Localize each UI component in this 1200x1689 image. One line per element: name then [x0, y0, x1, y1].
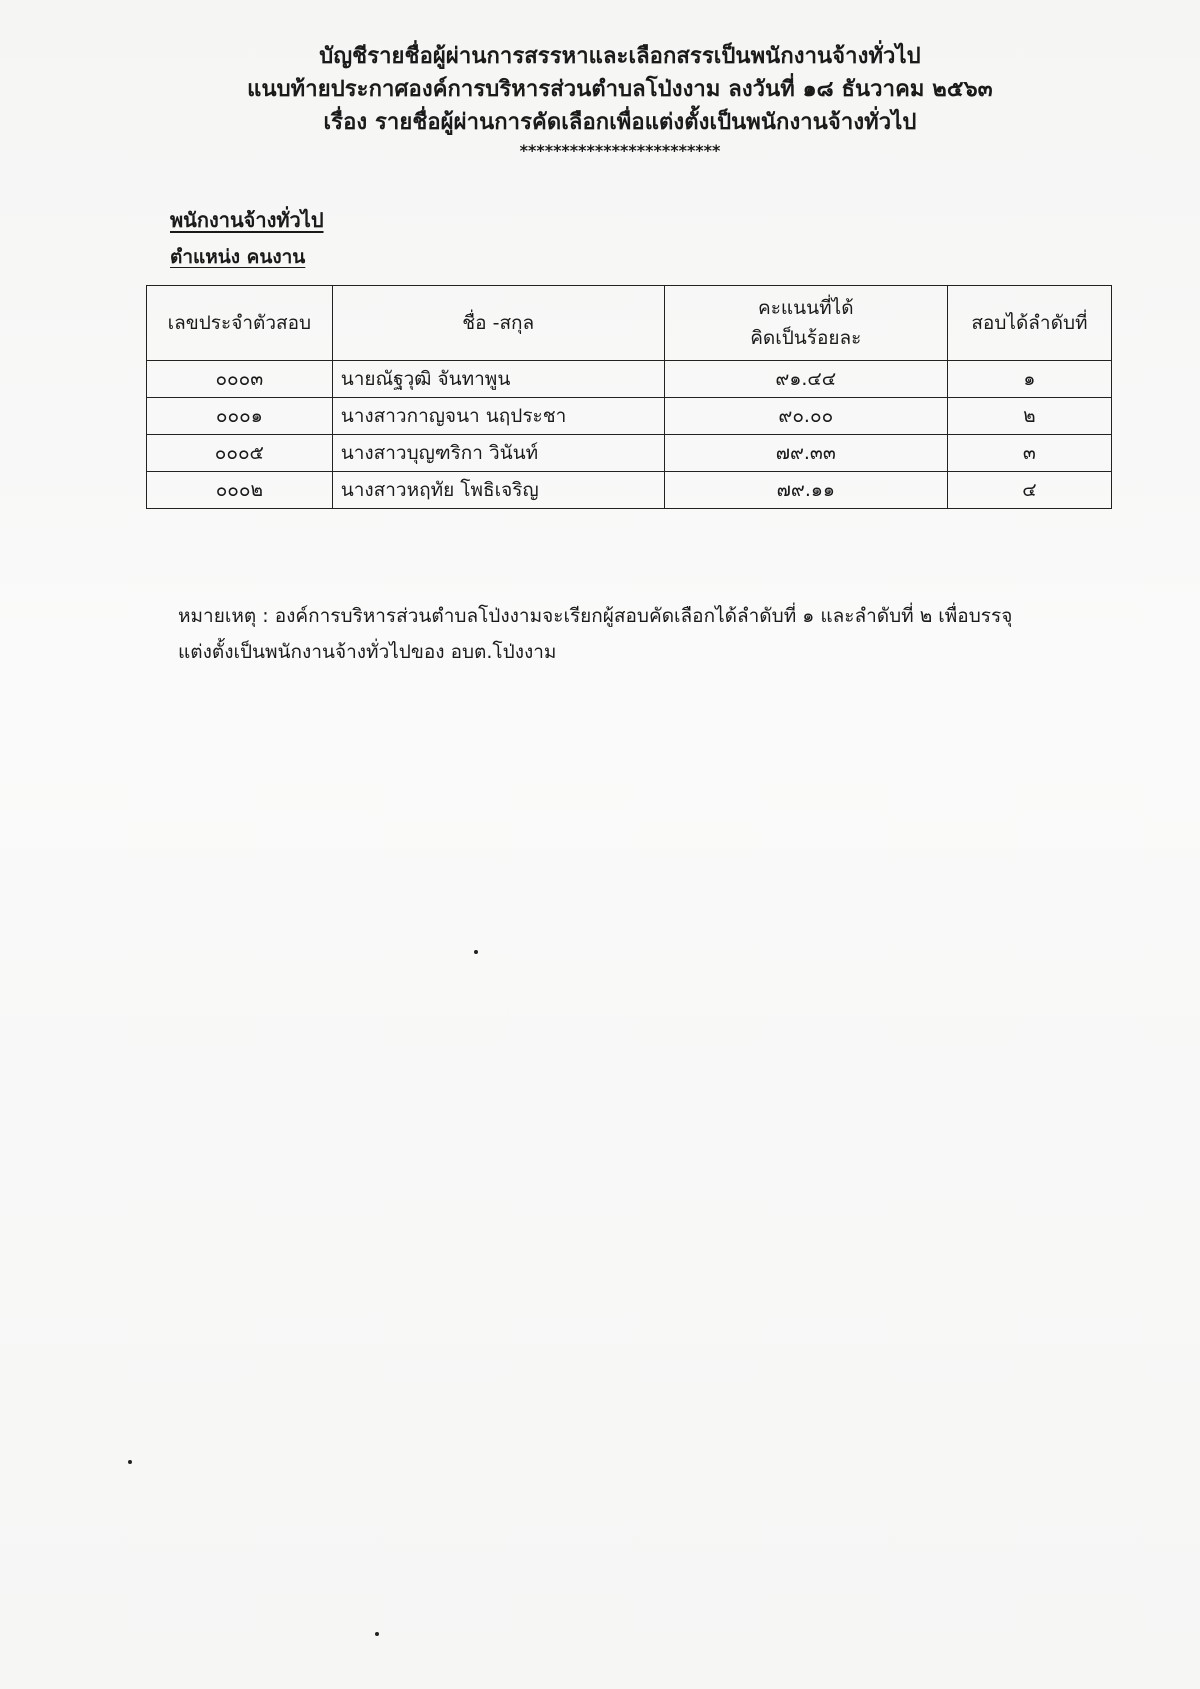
- cell-full-name: นางสาวกาญจนา นฤประชา: [332, 398, 664, 435]
- remark-note: [178, 598, 1078, 670]
- table-row: [147, 435, 1112, 472]
- table-header-row: [147, 286, 1112, 361]
- header-score-line2: คิดเป็นร้อยละ: [750, 327, 862, 349]
- header-exam-id: เลขประจำตัวสอบ: [147, 286, 333, 361]
- cell-score: ๗๙.๓๓: [664, 435, 947, 472]
- table-row: [147, 361, 1112, 398]
- cell-full-name: นางสาวหฤทัย โพธิเจริญ: [332, 472, 664, 509]
- header-announcement-ref: แนบท้ายประกาศองค์การบริหารส่วนตำบลโป่งงาม ลงวันที่ ๑๘ ธันวาคม ๒๕๖๓: [247, 77, 993, 102]
- cell-full-name: นายณัฐวุฒิ จันทาพูน: [332, 361, 664, 398]
- header-rank: สอบได้ลำดับที่: [947, 286, 1111, 361]
- cell-score: ๙๑.๔๔: [664, 361, 947, 398]
- cell-exam-id: ๐๐๐๑: [147, 398, 333, 435]
- cell-score: ๗๙.๑๑: [664, 472, 947, 509]
- remark-line2: แต่งตั้งเป็นพนักงานจ้างทั่วไปของ อบต.โป่งงาม: [178, 641, 557, 663]
- cell-rank: ๒: [947, 398, 1111, 435]
- table-row: [147, 398, 1112, 435]
- header-subject: เรื่อง รายชื่อผู้ผ่านการคัดเลือกเพื่อแต่งตั้งเป็นพนักงานจ้างทั่วไป: [323, 110, 917, 135]
- cell-exam-id: ๐๐๐๓: [147, 361, 333, 398]
- header-separator: ************************: [519, 141, 721, 160]
- scan-speck: [474, 950, 478, 954]
- results-table: [146, 285, 1112, 509]
- remark-line1: หมายเหตุ : องค์การบริหารส่วนตำบลโป่งงามจะเรียกผู้สอบคัดเลือกได้ลำดับที่ ๑ และลำดับที่ ๒ เพื่อบรรจุ: [178, 605, 1013, 627]
- header-score-percent: [664, 286, 947, 361]
- cell-rank: ๔: [947, 472, 1111, 509]
- header-full-name: ชื่อ -สกุล: [332, 286, 664, 361]
- scan-speck: [375, 1632, 379, 1636]
- cell-exam-id: ๐๐๐๒: [147, 472, 333, 509]
- scan-speck: [128, 1460, 132, 1464]
- cell-exam-id: ๐๐๐๕: [147, 435, 333, 472]
- cell-rank: ๑: [947, 361, 1111, 398]
- cell-rank: ๓: [947, 435, 1111, 472]
- cell-score: ๙๐.๐๐: [664, 398, 947, 435]
- cell-full-name: นางสาวบุญฑริกา วินันท์: [332, 435, 664, 472]
- document-header: [0, 40, 1200, 162]
- header-score-line1: คะแนนที่ได้: [758, 297, 854, 319]
- header-title: บัญชีรายชื่อผู้ผ่านการสรรหาและเลือกสรรเป็นพนักงานจ้างทั่วไป: [319, 44, 921, 69]
- table-row: [147, 472, 1112, 509]
- employee-category-label: พนักงานจ้างทั่วไป: [170, 208, 324, 232]
- job-position-label: ตำแหน่ง คนงาน: [170, 246, 306, 268]
